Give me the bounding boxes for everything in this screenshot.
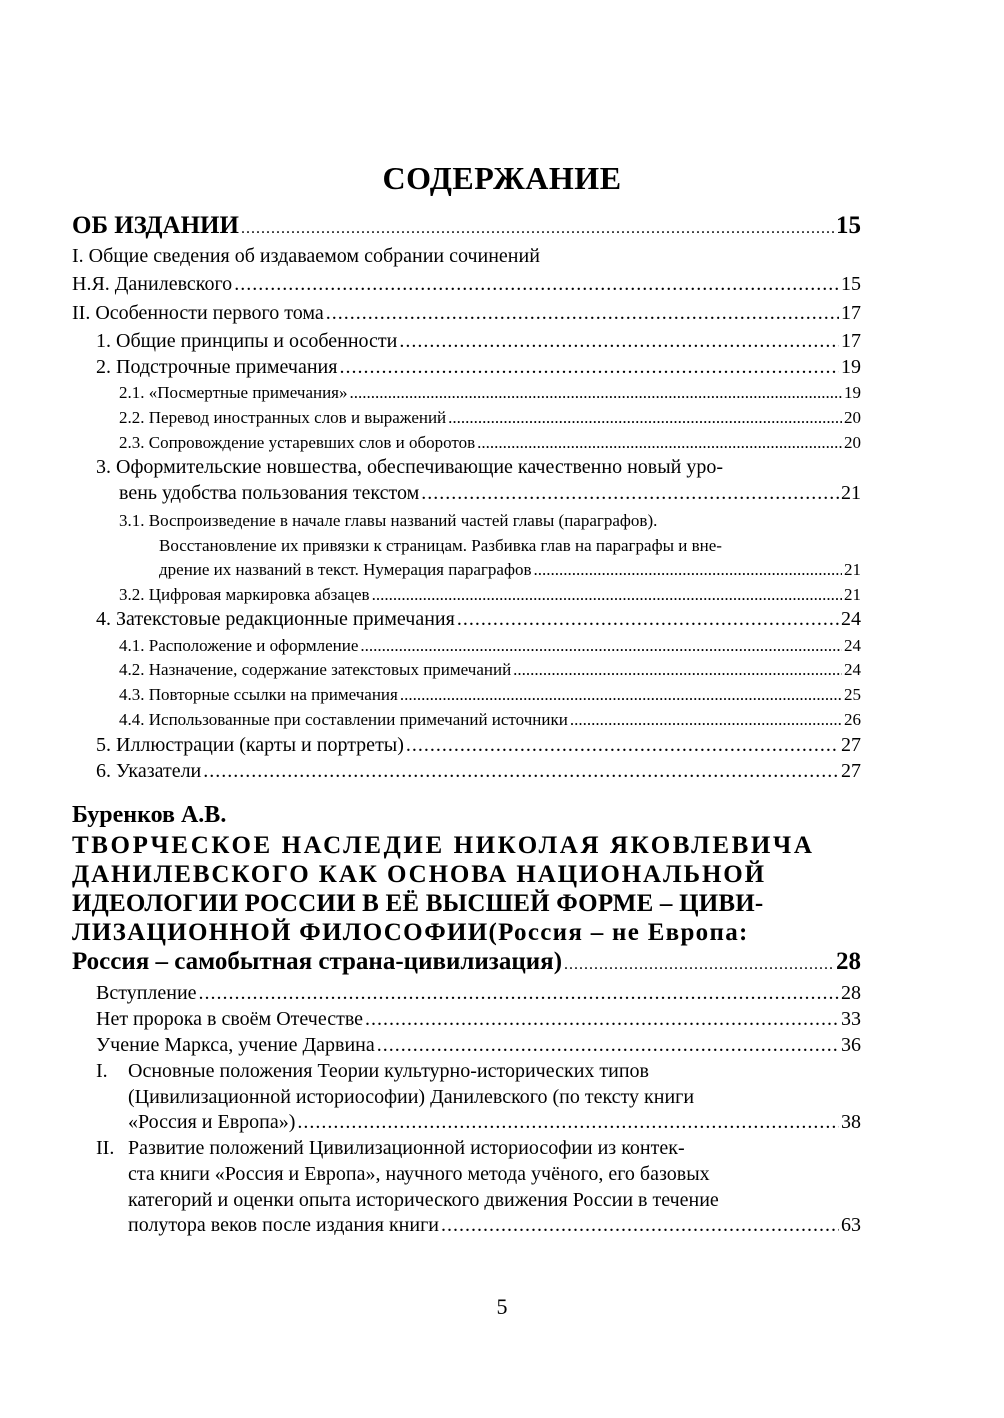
article-title-line: ДАНИЛЕВСКОГО КАК ОСНОВА НАЦИОНАЛЬНОЙ bbox=[72, 861, 766, 888]
toc-entry-label: 4.2. Назначение, содержание затекстовых примечаний bbox=[119, 660, 512, 679]
toc-entry-label: 3.2. Цифровая маркировка абзацев bbox=[119, 585, 370, 604]
leader-dots bbox=[457, 608, 839, 631]
toc-page-number: 21 bbox=[844, 585, 861, 604]
toc-page-number: 17 bbox=[841, 330, 861, 352]
leader-dots bbox=[339, 356, 839, 379]
toc-entry-article bbox=[72, 948, 861, 976]
toc-entry-features bbox=[72, 302, 861, 325]
toc-entry-label: «Россия и Европа») bbox=[128, 1111, 296, 1133]
article-title-line: Россия – самобытная страна-цивилизация) bbox=[72, 948, 563, 975]
toc-entry-design-innovations bbox=[119, 482, 861, 505]
toc-page-number: 15 bbox=[841, 273, 861, 295]
toc-page-number: 36 bbox=[841, 1034, 861, 1056]
toc-entry-label: I. Общие сведения об издаваемом собрании сочинений bbox=[72, 245, 540, 267]
toc-entry-number: I. bbox=[96, 1060, 108, 1082]
leader-dots bbox=[564, 956, 834, 974]
toc-entry-no-prophet bbox=[96, 1008, 861, 1031]
leader-dots bbox=[350, 383, 842, 403]
leader-dots bbox=[448, 408, 842, 428]
toc-page-number: 25 bbox=[844, 685, 861, 704]
toc-heading: ОБ ИЗДАНИИ bbox=[72, 212, 239, 239]
leader-dots bbox=[570, 710, 842, 730]
toc-entry-label: дрение их названий в текст. Нумерация параграфов bbox=[159, 560, 532, 579]
toc-entry-label: 4. Затекстовые редакционные примечания bbox=[96, 608, 455, 630]
toc-entry-endnotes bbox=[96, 608, 861, 631]
toc-page-number: 24 bbox=[844, 660, 861, 679]
toc-entry-layout bbox=[119, 636, 861, 656]
leader-dots bbox=[199, 982, 839, 1005]
toc-entry-label: ста книги «Россия и Европа», научного метода учёного, его базовых bbox=[128, 1163, 710, 1185]
toc-entry-label: категорий и оценки опыта исторического движения России в течение bbox=[128, 1189, 719, 1211]
toc-page-number: 63 bbox=[841, 1214, 861, 1236]
toc-entry-label: Вступление bbox=[96, 982, 197, 1004]
leader-dots bbox=[533, 560, 842, 580]
toc-entry-repeat-refs bbox=[119, 685, 861, 705]
toc-entry-indexes bbox=[96, 760, 861, 783]
toc-page-number: 26 bbox=[844, 710, 861, 729]
article-title-line: ЛИЗАЦИОННОЙ ФИЛОСОФИИ(Россия – не Европа: bbox=[72, 919, 749, 946]
toc-page-number: 27 bbox=[841, 734, 861, 756]
toc-page-number: 19 bbox=[844, 383, 861, 402]
toc-entry-obsolete-words bbox=[119, 433, 861, 453]
toc-entry-about bbox=[72, 212, 861, 240]
toc-page-number: 17 bbox=[841, 302, 861, 324]
toc-entry-principles bbox=[96, 330, 861, 353]
toc-entry-footnotes bbox=[96, 356, 861, 379]
leader-dots bbox=[203, 760, 839, 783]
toc-entry-label: Н.Я. Данилевского bbox=[72, 273, 233, 295]
leader-dots bbox=[421, 482, 839, 505]
toc-entry-label: 2.2. Перевод иностранных слов и выражений bbox=[119, 408, 447, 427]
article-title-line: ТВОРЧЕСКОЕ НАСЛЕДИЕ НИКОЛАЯ ЯКОВЛЕВИЧА bbox=[72, 832, 815, 859]
toc-entry-paragraph-titles bbox=[159, 560, 861, 580]
toc-entry-label: 4.3. Повторные ссылки на примечания bbox=[119, 685, 398, 704]
toc-entry-paragraph-numbering bbox=[119, 585, 861, 605]
toc-entry-label: 2.3. Сопровождение устаревших слов и оборотов bbox=[119, 433, 476, 452]
toc-entry-main-theses bbox=[128, 1111, 861, 1134]
toc-page-number: 27 bbox=[841, 760, 861, 782]
toc-page-number: 20 bbox=[844, 433, 861, 452]
toc-entry-number: II. bbox=[96, 1137, 115, 1159]
toc-entry-label: 3. Оформительские новшества, обеспечивающие качественно новый уро- bbox=[96, 456, 724, 478]
toc-entry-label: Основные положения Теории культурно-исторических типов bbox=[128, 1060, 649, 1082]
leader-dots bbox=[377, 1034, 839, 1057]
toc-page-number: 21 bbox=[844, 560, 861, 579]
toc-page-number: 24 bbox=[844, 636, 861, 655]
toc-entry-introduction bbox=[96, 982, 861, 1005]
toc-entry-general bbox=[72, 273, 861, 296]
toc-entry-label: полутора веков после издания книги bbox=[128, 1214, 439, 1236]
leader-dots bbox=[400, 685, 842, 705]
leader-dots bbox=[513, 660, 842, 680]
leader-dots bbox=[326, 302, 839, 325]
toc-entry-label: 2.1. «Посмертные примечания» bbox=[119, 383, 348, 402]
toc-entry-development bbox=[128, 1214, 861, 1237]
toc-entry-illustrations bbox=[96, 734, 861, 757]
leader-dots bbox=[399, 330, 839, 353]
toc-entry-label: 1. Общие принципы и особенности bbox=[96, 330, 398, 352]
leader-dots bbox=[365, 1008, 839, 1031]
leader-dots bbox=[241, 220, 834, 238]
toc-entry-label: Нет пророка в своём Отечестве bbox=[96, 1008, 364, 1030]
toc-page-number: 38 bbox=[841, 1111, 861, 1133]
leader-dots bbox=[477, 433, 842, 453]
toc-entry-label: 3.1. Воспроизведение в начале главы названий частей главы (параграфов). bbox=[119, 511, 658, 530]
toc-page-number: 33 bbox=[841, 1008, 861, 1030]
toc-entry-label: Учение Маркса, учение Дарвина bbox=[96, 1034, 375, 1056]
toc-entry-label: Развитие положений Цивилизационной историософии из контек- bbox=[128, 1137, 685, 1159]
leader-dots bbox=[360, 636, 842, 656]
toc-entry-purpose bbox=[119, 660, 861, 680]
leader-dots bbox=[441, 1214, 839, 1237]
leader-dots bbox=[372, 585, 842, 605]
toc-entry-label: 2. Подстрочные примечания bbox=[96, 356, 338, 378]
toc-entry-marx-darwin bbox=[96, 1034, 861, 1057]
toc-entry-posthumous bbox=[119, 383, 861, 403]
toc-page-number: 15 bbox=[836, 212, 861, 239]
toc-entry-label: II. Особенности первого тома bbox=[72, 302, 324, 324]
toc-entry-label: 4.1. Расположение и оформление bbox=[119, 636, 359, 655]
toc-page-number: 24 bbox=[841, 608, 861, 630]
article-author: Буренков А.В. bbox=[72, 802, 227, 828]
leader-dots bbox=[297, 1111, 839, 1134]
leader-dots bbox=[234, 273, 839, 296]
toc-page-number: 28 bbox=[841, 982, 861, 1004]
toc-entry-translation bbox=[119, 408, 861, 428]
toc-page-number: 21 bbox=[841, 482, 861, 504]
toc-entry-sources bbox=[119, 710, 861, 730]
toc-entry-label: 5. Иллюстрации (карты и портреты) bbox=[96, 734, 404, 756]
toc-entry-label: вень удобства пользования текстом bbox=[119, 482, 420, 504]
toc-page-number: 19 bbox=[841, 356, 861, 378]
toc-entry-label: (Цивилизационной историософии) Данилевского (по тексту книги bbox=[128, 1086, 695, 1108]
toc-page-number: 28 bbox=[836, 948, 861, 975]
toc-entry-label: 4.4. Использованные при составлении примечаний источники bbox=[119, 710, 568, 729]
toc-page-number: 20 bbox=[844, 408, 861, 427]
leader-dots bbox=[406, 734, 839, 757]
toc-entry-label: 6. Указатели bbox=[96, 760, 202, 782]
page-title: СОДЕРЖАНИЕ bbox=[382, 160, 622, 196]
page-number: 5 bbox=[496, 1294, 508, 1319]
article-title-line: ИДЕОЛОГИИ РОССИИ В ЕЁ ВЫСШЕЙ ФОРМЕ – ЦИВИ- bbox=[72, 890, 764, 917]
toc-entry-label: Восстановление их привязки к страницам. Разбивка глав на параграфы и вне- bbox=[159, 536, 722, 555]
